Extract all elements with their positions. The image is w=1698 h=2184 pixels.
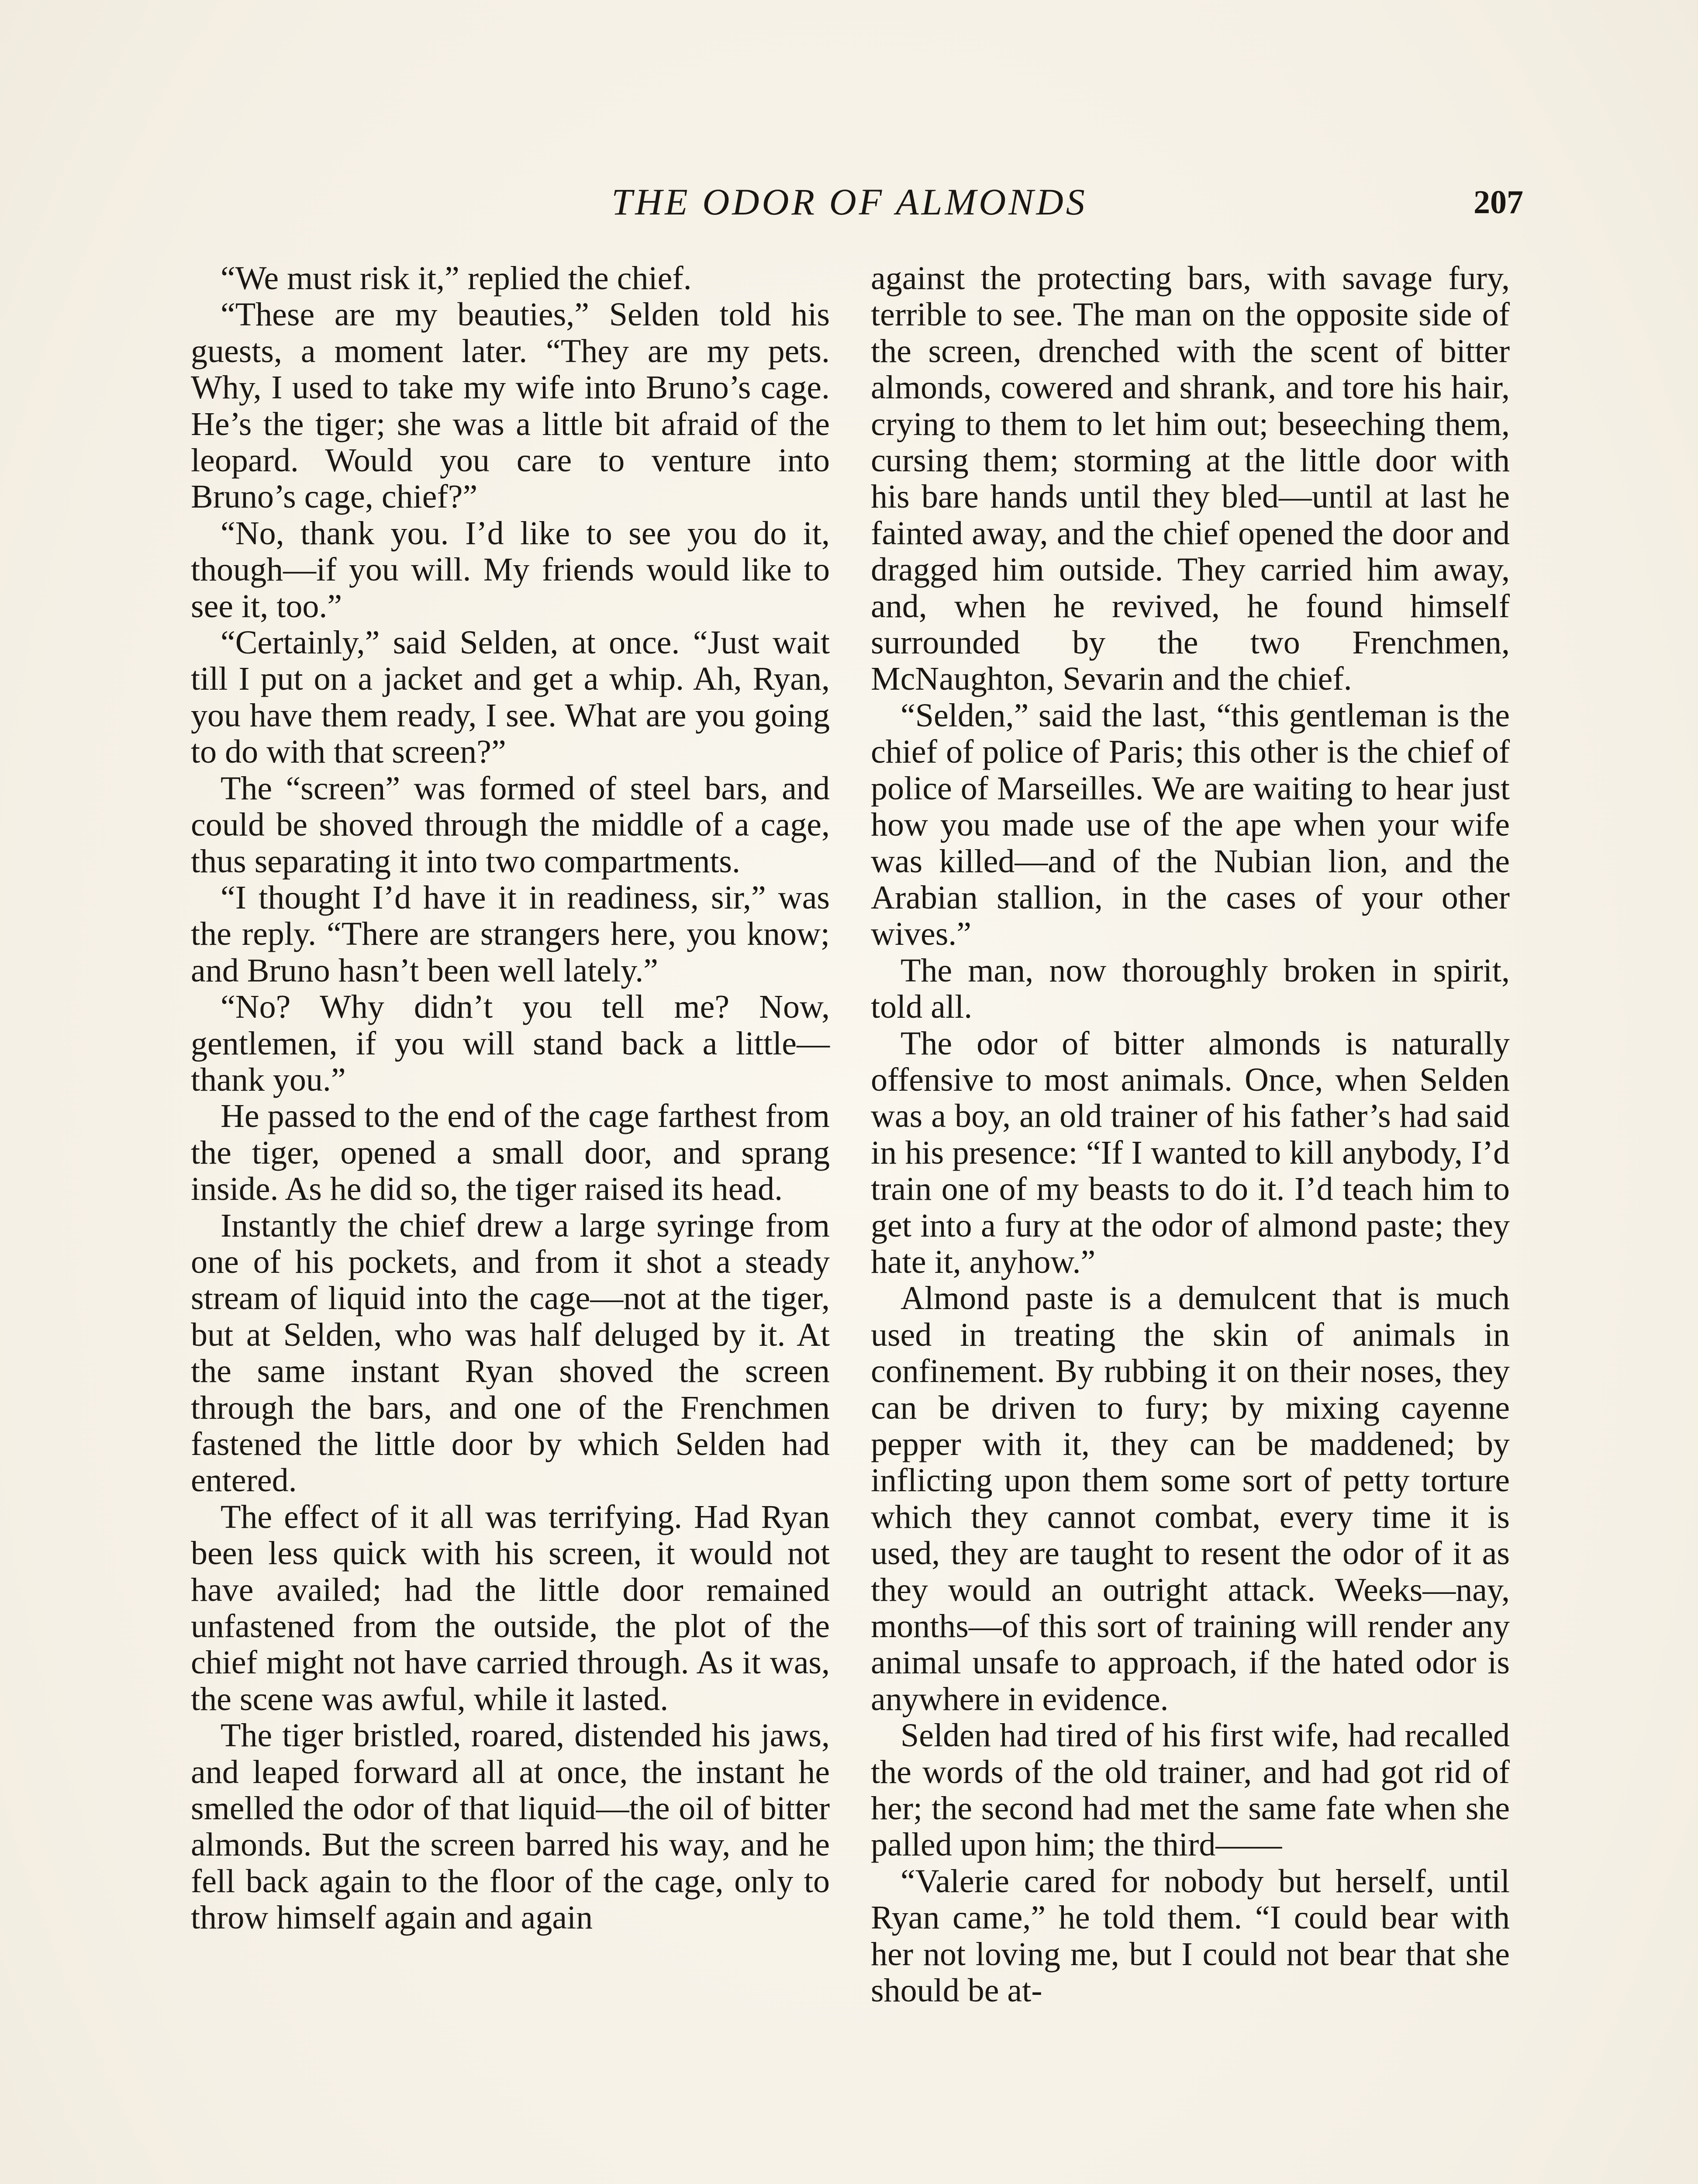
paragraph: “We must risk it,” replied the chief. xyxy=(221,260,692,297)
paragraph: The odor of bitter almonds is naturally offensive to most animals. Once, when Selden was a boy, an old trainer of his father’s had said in his presence: “If I wanted to kill anybody, I’d train one of my beasts to do it. I’d teach him to get into a fury at the odor of almond paste; they hate it, anyhow.” xyxy=(871,1025,1510,1280)
paragraph: “Certainly,” said Selden, at once. “Just wait till I put on a jacket and get a whip. Ah, Ryan, you have them ready, I see. What are you going to do with that screen?” xyxy=(191,624,830,771)
paragraph: The effect of it all was terrifying. Had Ryan been less quick with his screen, it would not have availed; had the little door remained unfastened from the outside, the plot of the chief might not have carried through. As it was, the scene was awful, while it lasted. xyxy=(191,1498,830,1717)
paragraph: The “screen” was formed of steel bars, and could be shoved through the middle of a cage, thus separating it into two compartments. xyxy=(191,770,830,880)
text-column-right xyxy=(871,260,1510,2009)
paragraph: Instantly the chief drew a large syringe from one of his pockets, and from it shot a steady stream of liquid into the cage—not at the tiger, but at Selden, who was half deluged by it. At the same instant Ryan shoved the screen through the bars, and one of the Frenchmen fastened the little door by which Selden had entered. xyxy=(191,1207,830,1499)
text-column-left xyxy=(191,260,830,1936)
paragraph: Almond paste is a demulcent that is much used in treating the skin of animals in confinement. By rubbing it on their noses, they can be driven to fury; by mixing cayenne pepper with it, they can be maddened; by inflicting upon them some sort of petty torture which they cannot combat, every time it is used, they are taught to resent the odor of it as they would an outright attack. Weeks—nay, months—of this sort of training will render any animal unsafe to approach, if the hated odor is anywhere in evidence. xyxy=(871,1280,1510,1717)
paragraph: “Valerie cared for nobody but herself, until Ryan came,” he told them. “I could bear with her not loving me, but I could not bear that she should be at- xyxy=(871,1863,1510,2009)
paragraph: “No, thank you. I’d like to see you do it, though—if you will. My friends would like to see it, too.” xyxy=(191,515,830,625)
paragraph: “I thought I’d have it in readiness, sir,” was the reply. “There are strangers here, you know; and Bruno hasn’t been well lately.” xyxy=(191,879,830,989)
paragraph: “Selden,” said the last, “this gentleman is the chief of police of Paris; this other is the chief of police of Marseilles. We are waiting to hear just how you made use of the ape when your wife was killed—and of the Nubian lion, and the Arabian stallion, in the cases of your other wives.” xyxy=(871,697,1510,953)
paragraph: The man, now thoroughly broken in spirit, told all. xyxy=(871,952,1510,1026)
paragraph: “No? Why didn’t you tell me? Now, gentlemen, if you will stand back a little—thank you.” xyxy=(191,988,830,1098)
paragraph: The tiger bristled, roared, distended his jaws, and leaped forward all at once, the instant he smelled the odor of that liquid—the oil of bitter almonds. But the screen barred his way, and he fell back again to the floor of the cage, only to throw himself again and again xyxy=(191,1717,830,1936)
paragraph-continued: against the protecting bars, with savage fury, terrible to see. The man on the opposite side of the screen, drenched with the scent of bitter almonds, cowered and shrank, and tore his hair, crying to them to let him out; beseeching them, cursing them; storming at the little door with his bare hands until they bled—until at last he fainted away, and the chief opened the door and dragged him outside. They carried him away, and, when he revived, he found himself surrounded by the two Frenchmen, McNaughton, Sevarin and the chief. xyxy=(871,260,1510,698)
paragraph: He passed to the end of the cage farthest from the tiger, opened a small door, and sprang inside. As he did so, the tiger raised its head. xyxy=(191,1098,830,1208)
running-header-title: THE ODOR OF ALMONDS xyxy=(611,181,1087,223)
page-number: 207 xyxy=(1474,184,1523,221)
paragraph: “These are my beauties,” Selden told his guests, a moment later. “They are my pets. Why, I used to take my wife into Bruno’s cage. He’s the tiger; she was a little bit afraid of the leopard. Would you care to venture into Bruno’s cage, chief?” xyxy=(191,296,830,515)
paragraph: Selden had tired of his first wife, had recalled the words of the old trainer, and had got rid of her; the second had met the same fate when she palled upon him; the third—— xyxy=(871,1717,1510,1863)
